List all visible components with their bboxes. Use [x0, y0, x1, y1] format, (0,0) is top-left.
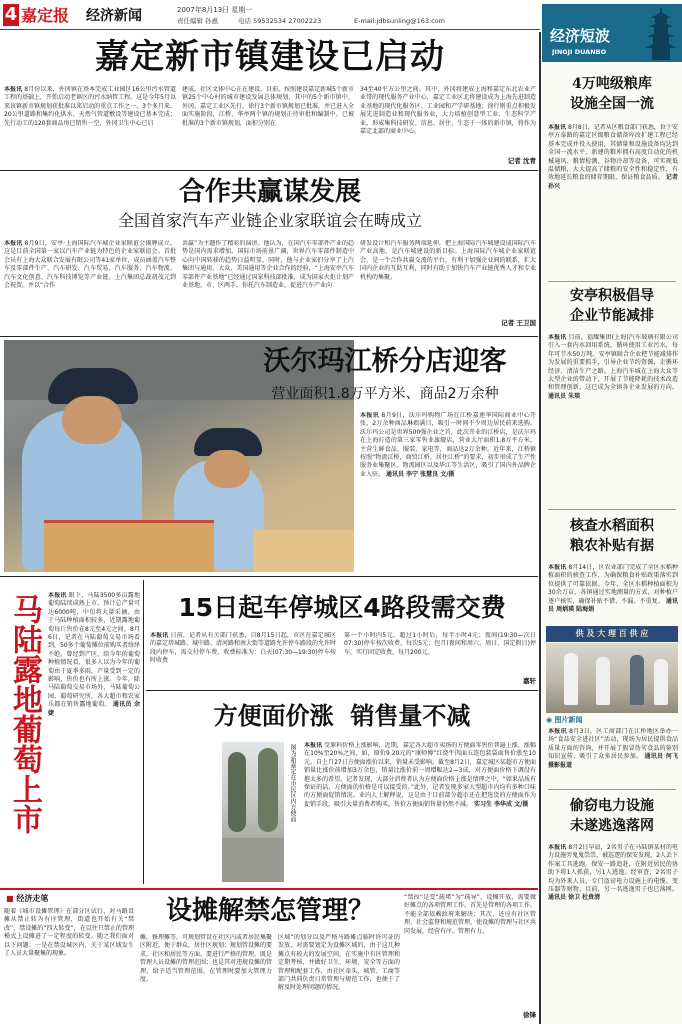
story6-photo: [222, 742, 284, 882]
story4-byline: 通讯员 余婕: [48, 701, 140, 717]
brief4-body: [548, 728, 678, 786]
story6-caption-text: 图为新嘉定在市民区内方便面: [289, 744, 296, 822]
brief3-byline: 通讯员 周炳瑛 陆海娟: [548, 597, 678, 614]
brief5-text: 8月2日早晨，2名男子在马陆镇某村的电力设施旁鬼鬼祟祟，被巡逻的保安发现，2人丢下作案工具逃跑。保安一路追赶，在附近居民的协助下将1人抓获，另1人逃逸。经审查，2名男子均为外来人员，专门盗窃电力设施上的电缆、变压器等财物。目前，另一名逃逸男子也已落网。: [548, 844, 678, 894]
brief3-text: 8月14日，区农业部门完成了全区水稻种植面积的核查工作，为确保粮食补贴政策落实到位提供了可靠依据。今年，全区水稻种植面积为30余万亩，各镇通过实地测量的方式，对种植户逐户核实，确保补贴不错、不漏、不重复。: [548, 564, 678, 605]
story2-col1: [4, 240, 176, 324]
brief-column: [542, 64, 682, 1024]
brief-section-title: 经济短波: [550, 27, 611, 45]
brief4-text: 8月3日，区工商部门在江桥地区举办一场“食品安全进社区”活动，现场为居民提供食品质量方面的咨询，并开展了假冒伪劣食品的鉴别知识宣传，吸引了众多居民参加。: [548, 728, 678, 761]
brief2-byline: 通讯员 朱琰: [548, 392, 581, 400]
photo-tree: [228, 752, 246, 832]
photo-figure: [564, 653, 578, 705]
brief4-lead: 本报讯: [548, 728, 567, 735]
story3-lead: 本报讯: [360, 412, 380, 419]
section-name: 经济新闻: [86, 8, 142, 24]
brief4-photo-caption: [546, 714, 678, 726]
story4-text: 眼下，马陆3500多亩露地葡萄陆续成熟上市，预计总产量可达6000吨，中旬将大量采摘。由于马陆种植面积较多，近期露地葡萄每斤售价在8元至4元之间。8月6日，记者在马陆葡萄交易市场看到，50多个葡萄摊位前购买者络绎不绝，曾经到产区，给今年的葡萄种植情况看，很多人以为今年的葡萄由于夏季多雨，产量受到一定的影响，售价也有所上涨。今年，除马陆葡萄交易市场外，马陆葡萄公园、葡萄研究所，各大超市和农家乐都在销售露地葡萄。: [48, 592, 140, 709]
brief3-lead: 本报讯: [548, 564, 567, 571]
story1-text1: 8月份以来，外冈镇在基本完成工业园区16公里污水管道工程的基础上，开始启动老镇区的污水纳管工程，这是今年5月以来该镇新市镇规划获批准以来启动的重点工作之一。3个多月来，20公里道路和集约化供水、天然气管道敷设等建设已基本完成；先行动工的120套商品房已销售一空，外冈卫生中心已启: [4, 86, 176, 127]
brief1-body: [548, 124, 678, 276]
brief2-body: [548, 334, 678, 504]
photo-caption-text: 图片新闻: [554, 716, 583, 724]
story2-lead: 本报讯: [4, 240, 23, 247]
brief-divider: [548, 281, 676, 282]
divider: [146, 690, 538, 691]
brief2-text: 目前，福耀集团(上海)汽车玻璃有限公司引入一套内水回用系统，循环使用工业污水，每年可节水50万吨。安亭镇联合企业把节能减排作为发展的重要抓手，引导企业节约资源，走循环经济、清洁生产之路。上海汽车城在上海大众等大型企业的带动下，开展了节能降耗的技术改造和管理创新，这已成为全镇各企业发展的方向。: [548, 334, 678, 392]
divider: [143, 580, 144, 884]
page-number: 4: [4, 4, 18, 25]
photo-figure: [630, 655, 644, 705]
story6-body: [304, 742, 536, 884]
story1-text2: 建成，社区文体中心正在建设。目前，按照建设嘉定新城5个新市镇25个中心村的城市建设发展总体规划，其中的5个新市镇中，外冈、嘉定工业区先行，徐行3个新市镇规划已批准，并已进入全面实施阶段，江桥、华亭两个镇的规划正待审批和编制中。已被批准的3个新市镇规划，面积分别在: [182, 86, 354, 127]
story1-col1: [4, 86, 176, 166]
brief5-lead: 本报讯: [548, 844, 567, 851]
story1-lead: 本报讯: [4, 86, 23, 93]
story3-headline: 沃尔玛江桥分店迎客: [263, 346, 507, 377]
story7-headline: 设摊解禁怎管理？: [165, 896, 374, 926]
story6-byline: 实习生 李华成 文/摄: [473, 800, 529, 808]
brief1-lead: 本报讯: [548, 124, 567, 131]
brief-divider: [548, 789, 676, 790]
brief-divider: [548, 509, 676, 510]
story7-col2: [140, 934, 272, 1020]
story1-byline: 记者 沈青: [507, 157, 536, 165]
brief1-headline: 4万吨级粮库 设施全国一流: [570, 76, 654, 112]
story1-col3: [360, 86, 536, 156]
story7-text1: 随着《城市设摊管理》在部分区试行，对马路设摊从禁止转为有序管理，街道也开始有关“禁改”，禁设摊的“四大转变”，在以往只禁止的管理模式上设摊进了一定程度的转变。随之我们面对以下问题：一是在禁设城区内，关于某区域发生了人员大量聚集的现象。: [4, 908, 134, 958]
divider: [0, 576, 538, 577]
story4-lead: 本报讯: [48, 592, 67, 599]
masthead: [0, 0, 540, 30]
brief4-banner: 供 及 大 理 百 供 应: [546, 626, 678, 642]
brief4-photo: [546, 643, 678, 713]
story7-text3: 区域”的划分以及严格马路摊点临时许可证的发放，对需要划定为设摊区域的，由于这几种摊点有较大的发展空间，在实施中有区管理和定期考核，并做好卫生、环境、安全等方面的管理和配套工作，由社区牵头、城管、工商等部门共同负责日常管理与规范工作，也便于了解及时处理问题的情况。: [278, 934, 400, 992]
story4-headline: [6, 594, 42, 884]
story7-byline: 徐锋: [523, 1011, 536, 1019]
story2-text2: 共赢”为主题作了精彩的演讲。他认为，在国汽车零部件产业的趋势是国内需求增加，国际市场前景广阔，世界汽车零部件制造中心向中国转移的趋势日益明显。同时，他与企业家们分享了上汽集团与通用、大众、美国通用等企业合作的经验，“上海安亭汽车零部件产业基地”已经通过国家科技部批准，成为国家火炬计划产业基地，市、区两手，你托汽车制造业，促进汽车产业向: [182, 240, 354, 290]
divider: [0, 336, 538, 337]
brief1-byline: 记者 孙兴: [548, 174, 678, 190]
photo-road: [222, 838, 284, 882]
brief-section-header: [542, 4, 682, 62]
story3-body: [360, 412, 536, 562]
divider: [0, 170, 538, 171]
story5-text1: 日前，记者从有关部门获悉，自8月15日起，市区在嘉定城区的嘉定塔城路、城中路、清河路和南大街等道路允许停车路段的允许时段内停车，需交付停车费。收费标准为：白天(07:30—19:30)停车按时收费: [150, 632, 336, 665]
story3-subhead: 营业面积1.8万平方米、商品2万余种: [271, 386, 499, 402]
story2-subhead: 全国首家汽车产业链企业家联谊会在畴成立: [117, 211, 422, 230]
photo-face-right: [204, 450, 250, 488]
brief5-headline: 偷窃电力设施 未遂逃逸落网: [570, 798, 654, 834]
photo-boxes: [254, 530, 354, 572]
kicker-icon: ■: [6, 894, 14, 903]
brief-section-subtitle: JINGJI DUANBO: [552, 48, 607, 56]
editor-line: 责任编辑 孙惠: [177, 17, 219, 25]
story2-col2: [182, 240, 354, 324]
story1-text3: 34至40平方公里之间。其中，外冈将建成上海和嘉定东北农业产业带的现代服务产业中心，嘉定工业区北将建设成为上海先进制造业基地的现代化服务区、工业园和产学研基地；徐行则重点积极发展先进制造业和现代服务业，大力培植创意型工业、生态科学产业，形成集科技研发、信息、居住、生态于一体的新市镇，将作为嘉定北部的商业中心。: [360, 86, 536, 136]
story3-byline: 通讯员 李宁 张慧良 文/摄: [385, 470, 455, 478]
story7-text4: “禁改”是变“疏堵”为“疏导”，设摊开放，需要做好摊点的各项管理工作。首先是管理的各项工作，不能全部依赖政府来解决；其次，还应有社区管理、社会监督和规范管理，使设摊的管理与社区共同发展，经营有序，管理有力。: [404, 894, 536, 935]
story6-lead: 本报讯: [304, 742, 323, 749]
masthead-rule: [0, 29, 540, 30]
story2-text1: 8月9日，安亭·上海国际汽车城企业家联谊会揭牌成立，这是目前全国第一家以汽车产业链为特色的企业家联谊会。首批会员有上海大众联合发展有限公司等41家单位，成员涵盖汽车整车及零部件生产、汽车研发、汽车贸易、汽车服务、汽车物流、汽车文化创意、汽车科技博览等产业链。上汽集团总裁胡茂元到会祝贺，并以“合作: [4, 240, 176, 290]
story5-headline: 15日起车停城区4路段需交费: [178, 593, 506, 622]
phone-line: 电话 59532534 27002223: [238, 17, 322, 25]
photo-face-left: [62, 396, 122, 444]
brief3-headline: 核查水稻面积 粮农补贴有据: [570, 518, 654, 554]
story7-kicker-text: 经济走笔: [16, 894, 49, 903]
story1-col2: [182, 86, 354, 166]
email-line: E-mail:jdbsunling@163.com: [354, 17, 445, 25]
story6-text: 受原料价格上涨影响，近期，嘉定各大超市卖场的方便面零售价普遍上涨，涨幅在10%至20%之间，如，原价9.20元的“康师傅”红烧牛肉面五连包装袋面售价涨至10元。自上月27日方便面涨价以来，销量未受影响。截至8月2日，嘉定城区某超市方便面销量比涨价前增加3万余包，销量比涨价前一周增幅达2—3成，对方便面价格下调没有抱太多的希望。记者发现，大部分消费者认为方便面价格上涨是情理之中，“如果品质有保证的话，方便面的价格是可以接受的。”此外，记者发现多家大型超市内均有多种口味的方便面促销情况。业内人士解释说，这是由于目前部分超市还在把选货的方便面作为促销手段，吸引大量消费者购买，售价方便面销售量仍然不减。: [304, 742, 536, 808]
story2-headline: 合作共赢谋发展: [178, 177, 361, 207]
pagoda-icon: [642, 6, 680, 60]
date-line: 2007年8月13日 星期一: [177, 6, 253, 14]
brief3-body: [548, 564, 678, 622]
brief1-text: 8月8日，记者从区粮食部门获悉，位于安亭方泰路的嘉定区级粮食储备库改扩建工程已经基本完成并投入使用，其储量和设施设备均达到全国一流水平。新建的粮库拥有高度自动化的机械通风、粮情检测、谷物冷却等设备，可实现低温储粮，大大提高了储粮的安全性和稳定性，有效地延长粮食的储存期限，保证粮食品质。: [548, 124, 678, 182]
brief2-headline: 安亭积极倡导 企业节能减排: [570, 288, 654, 324]
story4-body: [48, 592, 140, 884]
story1-headline: 嘉定新市镇建设已启动: [95, 37, 445, 77]
story7-kicker: [6, 893, 126, 905]
story2-col3: [360, 240, 536, 314]
story5-col2: [344, 632, 536, 674]
camera-icon: ◉: [546, 716, 553, 724]
story6-headline: 方便面价涨 销售量不减: [213, 701, 471, 730]
paper-name: 嘉定报: [21, 6, 70, 25]
brief5-byline: 通讯员 徐卫 杜贵清: [548, 894, 601, 902]
photo-figure: [596, 657, 610, 705]
story5-lead: 本报讯: [150, 632, 169, 639]
photo-tree: [258, 748, 278, 832]
story7-col1: [4, 908, 134, 1020]
story6-caption: [286, 744, 298, 882]
story7-col4: [404, 894, 536, 1010]
story5-col1: [150, 632, 336, 684]
story5-text2: 第一个小时内5元，超过1小时后，每半小时4元；夜间(19:30—次日07:30)停车按次收费，每次5元；包月(夜间和周六、周日、国定假日)停车，实行固定收费，每月200元。: [344, 632, 536, 656]
story5-byline: 嘉轩: [523, 677, 536, 685]
story4-headline-text: 马陆露地葡萄上市: [7, 594, 42, 834]
story7-text2: 摊，修理摊等，可规划管设在社区内或者居民集聚区附近，便于群众，居住区规划；规划管设摊的要求，社区和居民等方面，要进行严格的管理，既是管理人员设摊的管理范围；也是其对违规设摊的管理，给予适当管理范围，在管理时要加大管理力度。: [140, 934, 272, 984]
photo-boxes: [44, 520, 214, 572]
story3-text: 8月9日，沃尔玛购物广场在江桥嘉莲华国际商业中心开张，2万余种商品琳琅满目，吸引一时间不少周边居民前来选购。沃尔玛公司是世界500强企业之首，此次开业的江桥店，是沃尔玛在上海打造的第三家零售业旗舰店，营业大厅面积1.8万平方米，主营生鲜食品、服装、家电等，商品达2万余种。近年来，江桥镇按照“物流江桥，商贸江桥，居住江桥”的要求，初步形成了生产性服务业集聚区、物流园区以及华江等生活区，吸引了国内外品牌企业入驻。: [360, 412, 536, 478]
brief2-lead: 本报讯: [548, 334, 567, 341]
brief4-byline: 通讯员 何飞 摄影报道: [548, 753, 678, 769]
photo-figure: [654, 659, 668, 705]
brief5-body: [548, 844, 678, 1020]
story2-text3: 研发设计和汽车服务两端延伸，把上海国际汽车城建设成国际汽车产业高地，是汽车城建设的新目标。上海国际汽车城企业家联谊会，是一个合作共赢交流的平台，有利于加强企业间的联系，扩大国内企业的互助互利，同时有助于加快汽车产业链优秀人才和专业机构的集聚。: [360, 240, 536, 281]
story2-byline: 记者 王卫国: [501, 319, 536, 327]
story7-col3: [278, 934, 400, 1020]
divider: [0, 888, 538, 890]
